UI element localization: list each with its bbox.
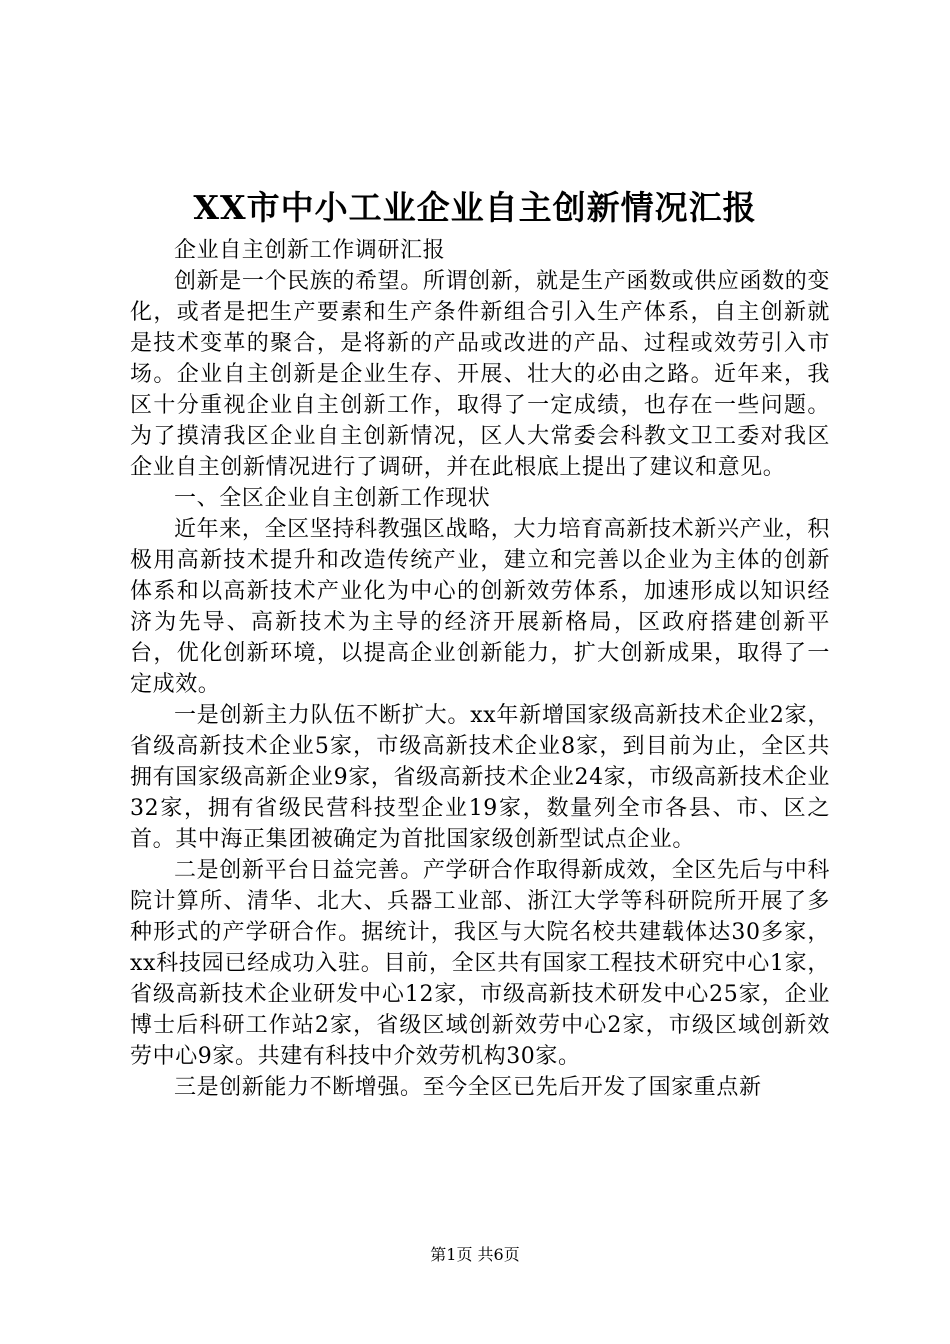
paragraph-point-1: 一是创新主力队伍不断扩大。xx年新增国家级高新技术企业2家，省级高新技术企业5家，市级高新技术企业8家，到目前为止，全区共拥有国家级高新企业9家，省级高新技术企业24家，市级高新技术企业32家，拥有省级民营科技型企业19家，数量列全市各县、市、区之首。其中海正集团被确定为首批国家级创新型试点企业。 — [130, 703, 830, 852]
document-title: XX市中小工业企业自主创新情况汇报 — [193, 188, 757, 227]
document-body — [130, 235, 830, 1103]
paragraph-point-3: 三是创新能力不断增强。至今全区已先后开发了国家重点新 — [174, 1075, 762, 1100]
paragraph-intro: 创新是一个民族的希望。所谓创新，就是生产函数或供应函数的变化，或者是把生产要素和生产条件新组合引入生产体系，自主创新就是技术变革的聚合，是将新的产品或改进的产品、过程或效劳引入市场。企业自主创新是企业生存、开展、壮大的必由之路。近年来，我区十分重视企业自主创新工作，取得了一定成绩，也存在一些问题。为了摸清我区企业自主创新情况，区人大常委会科教文卫工委对我区企业自主创新情况进行了调研，并在此根底上提出了建议和意见。 — [130, 269, 830, 480]
section-heading-1: 一、全区企业自主创新工作现状 — [174, 486, 491, 511]
paragraph-overview: 近年来，全区坚持科教强区战略，大力培育高新技术新兴产业，积极用高新技术提升和改造传统产业，建立和完善以企业为主体的创新体系和以高新技术产业化为中心的创新效劳体系，加速形成以知识经济为先导、高新技术为主导的经济开展新格局，区政府搭建创新平台，优化创新环境，以提高企业创新能力，扩大创新成果，取得了一定成效。 — [130, 517, 830, 697]
page-footer: 第1页 共6页 — [430, 1245, 520, 1264]
paragraph-point-2: 二是创新平台日益完善。产学研合作取得新成效，全区先后与中科院计算所、清华、北大、兵器工业部、浙江大学等科研院所开展了多种形式的产学研合作。据统计，我区与大院名校共建载体达30多家，xx科技园已经成功入驻。目前，全区共有国家工程技术研究中心1家，省级高新技术企业研发中心12家，市级高新技术研发中心25家，企业博士后科研工作站2家，省级区域创新效劳中心2家，市级区域创新效劳中心9家。共建有科技中介效劳机构30家。 — [130, 858, 830, 1069]
paragraph-subtitle: 企业自主创新工作调研汇报 — [174, 238, 446, 263]
